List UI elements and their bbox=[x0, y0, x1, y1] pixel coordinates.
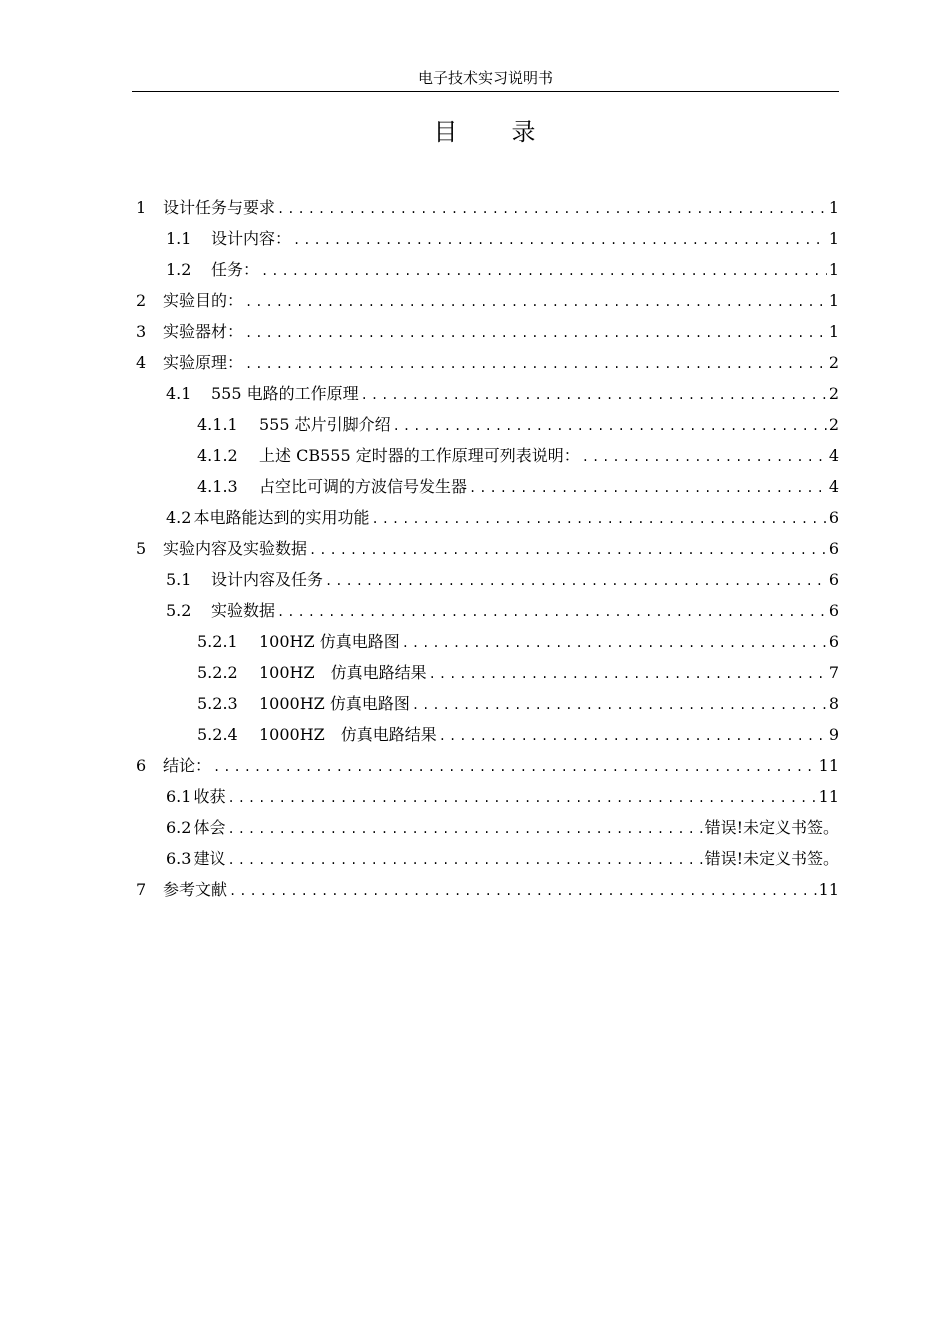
toc-entry-title: 100HZ 仿真电路结果 bbox=[259, 663, 427, 682]
toc-entry-title: 结论： bbox=[163, 756, 212, 775]
toc-entry[interactable] bbox=[132, 688, 839, 719]
toc-entry-number: 4.1.3 bbox=[197, 477, 238, 496]
toc-entry[interactable] bbox=[132, 719, 839, 750]
toc-entry-page: 11 bbox=[818, 787, 839, 806]
toc-dot-leader bbox=[361, 380, 827, 409]
toc-entry-title: 参考文献 bbox=[163, 880, 228, 899]
toc-dot-leader bbox=[277, 194, 827, 223]
toc-entry-page: 1 bbox=[828, 198, 839, 217]
toc-dot-leader bbox=[227, 783, 816, 812]
toc-entry-number: 4.1 bbox=[166, 384, 192, 403]
toc-dot-leader bbox=[261, 256, 827, 285]
toc-entry-title: 实验器材： bbox=[163, 322, 244, 341]
toc-entry-number: 4.1.1 bbox=[197, 415, 238, 434]
table-of-contents bbox=[132, 192, 839, 905]
toc-entry[interactable] bbox=[132, 347, 839, 378]
toc-entry-number: 7 bbox=[136, 880, 147, 899]
toc-entry[interactable] bbox=[132, 471, 839, 502]
toc-entry[interactable] bbox=[132, 874, 839, 905]
toc-entry-title: 占空比可调的方波信号发生器 bbox=[259, 477, 468, 496]
toc-entry-page: 9 bbox=[828, 725, 839, 744]
toc-entry[interactable] bbox=[132, 223, 839, 254]
toc-entry-title: 收获 bbox=[193, 787, 226, 806]
toc-entry-number: 5.2.4 bbox=[197, 725, 238, 744]
toc-dot-leader bbox=[582, 442, 827, 471]
toc-entry-number: 5.2.1 bbox=[197, 632, 238, 651]
toc-entry-number: 5 bbox=[136, 539, 147, 558]
toc-dot-leader bbox=[229, 876, 817, 905]
toc-dot-leader bbox=[393, 411, 827, 440]
toc-entry-number: 3 bbox=[136, 322, 147, 341]
toc-entry-page: 2 bbox=[828, 415, 839, 434]
toc-entry[interactable] bbox=[132, 316, 839, 347]
toc-dot-leader bbox=[293, 225, 827, 254]
toc-entry-title: 设计内容及任务 bbox=[211, 570, 324, 589]
toc-dot-leader bbox=[277, 597, 827, 626]
toc-dot-leader bbox=[429, 659, 827, 688]
toc-entry[interactable] bbox=[132, 843, 839, 874]
toc-entry-number: 4 bbox=[136, 353, 147, 372]
header-rule bbox=[132, 91, 839, 92]
toc-entry-page: 错误!未定义书签。 bbox=[704, 818, 839, 837]
toc-entry-number: 6 bbox=[136, 756, 147, 775]
toc-entry-number: 5.2.2 bbox=[197, 663, 238, 682]
toc-entry-page: 6 bbox=[828, 508, 839, 527]
toc-entry-page: 1 bbox=[828, 291, 839, 310]
toc-entry[interactable] bbox=[132, 502, 839, 533]
toc-entry-page: 6 bbox=[828, 570, 839, 589]
toc-entry-title: 555 芯片引脚介绍 bbox=[259, 415, 391, 434]
toc-dot-leader bbox=[325, 566, 827, 595]
toc-entry-page: 2 bbox=[828, 353, 839, 372]
toc-entry-number: 6.3 bbox=[166, 849, 192, 868]
toc-entry[interactable] bbox=[132, 409, 839, 440]
toc-entry-number: 1.1 bbox=[166, 229, 192, 248]
toc-entry[interactable] bbox=[132, 595, 839, 626]
toc-entry-title: 1000HZ 仿真电路图 bbox=[259, 694, 410, 713]
toc-entry-page: 2 bbox=[828, 384, 839, 403]
toc-entry-page: 4 bbox=[828, 446, 839, 465]
toc-entry-title: 100HZ 仿真电路图 bbox=[259, 632, 400, 651]
toc-entry[interactable] bbox=[132, 781, 839, 812]
toc-entry-number: 4.2 bbox=[166, 508, 192, 527]
toc-dot-leader bbox=[245, 318, 827, 347]
toc-dot-leader bbox=[213, 752, 817, 781]
toc-entry[interactable] bbox=[132, 378, 839, 409]
toc-entry-page: 6 bbox=[828, 601, 839, 620]
toc-entry-number: 1 bbox=[136, 198, 147, 217]
toc-entry-number: 5.2.3 bbox=[197, 694, 238, 713]
toc-entry-title: 任务： bbox=[211, 260, 260, 279]
toc-entry-page: 4 bbox=[828, 477, 839, 496]
toc-dot-leader bbox=[412, 690, 827, 719]
toc-entry-title: 555 电路的工作原理 bbox=[211, 384, 359, 403]
toc-entry-page: 1 bbox=[828, 229, 839, 248]
toc-entry-number: 6.2 bbox=[166, 818, 192, 837]
toc-entry[interactable] bbox=[132, 750, 839, 781]
toc-entry[interactable] bbox=[132, 533, 839, 564]
toc-entry-title: 本电路能达到的实用功能 bbox=[193, 508, 370, 527]
toc-entry[interactable] bbox=[132, 626, 839, 657]
toc-entry-page: 1 bbox=[828, 260, 839, 279]
toc-entry-title: 设计任务与要求 bbox=[163, 198, 276, 217]
toc-entry-title: 上述 CB555 定时器的工作原理可列表说明： bbox=[259, 446, 580, 465]
toc-dot-leader bbox=[309, 535, 827, 564]
toc-entry-number: 5.1 bbox=[166, 570, 192, 589]
toc-entry-title: 实验数据 bbox=[211, 601, 276, 620]
toc-entry-number: 2 bbox=[136, 291, 147, 310]
toc-entry-title: 体会 bbox=[193, 818, 226, 837]
toc-dot-leader bbox=[469, 473, 827, 502]
toc-entry-page: 11 bbox=[818, 880, 839, 899]
toc-entry-title: 设计内容： bbox=[211, 229, 292, 248]
toc-entry-page: 1 bbox=[828, 322, 839, 341]
toc-entry-page: 6 bbox=[828, 539, 839, 558]
toc-entry-page: 6 bbox=[828, 632, 839, 651]
toc-entry-page: 7 bbox=[828, 663, 839, 682]
toc-dot-leader bbox=[371, 504, 826, 533]
toc-entry[interactable] bbox=[132, 285, 839, 316]
toc-entry[interactable] bbox=[132, 564, 839, 595]
page-header: 电子技术实习说明书 bbox=[417, 69, 553, 87]
toc-entry[interactable] bbox=[132, 440, 839, 471]
toc-entry-title: 建议 bbox=[193, 849, 226, 868]
toc-dot-leader bbox=[402, 628, 827, 657]
toc-entry[interactable] bbox=[132, 254, 839, 285]
toc-entry-number: 4.1.2 bbox=[197, 446, 238, 465]
toc-title: 目 录 bbox=[433, 118, 538, 146]
toc-entry-page: 11 bbox=[818, 756, 839, 775]
toc-entry-title: 实验目的： bbox=[163, 291, 244, 310]
toc-entry[interactable] bbox=[132, 192, 839, 223]
toc-dot-leader bbox=[227, 845, 702, 874]
toc-dot-leader bbox=[245, 287, 827, 316]
toc-entry-page: 8 bbox=[828, 694, 839, 713]
toc-entry-number: 5.2 bbox=[166, 601, 192, 620]
toc-entry-page: 错误!未定义书签。 bbox=[704, 849, 839, 868]
toc-entry-title: 实验内容及实验数据 bbox=[163, 539, 308, 558]
toc-entry-number: 1.2 bbox=[166, 260, 192, 279]
toc-dot-leader bbox=[227, 814, 702, 843]
toc-entry[interactable] bbox=[132, 657, 839, 688]
toc-entry-title: 实验原理： bbox=[163, 353, 244, 372]
toc-entry-title: 1000HZ 仿真电路结果 bbox=[259, 725, 437, 744]
toc-entry[interactable] bbox=[132, 812, 839, 843]
toc-dot-leader bbox=[245, 349, 827, 378]
toc-entry-number: 6.1 bbox=[166, 787, 192, 806]
toc-dot-leader bbox=[439, 721, 827, 750]
